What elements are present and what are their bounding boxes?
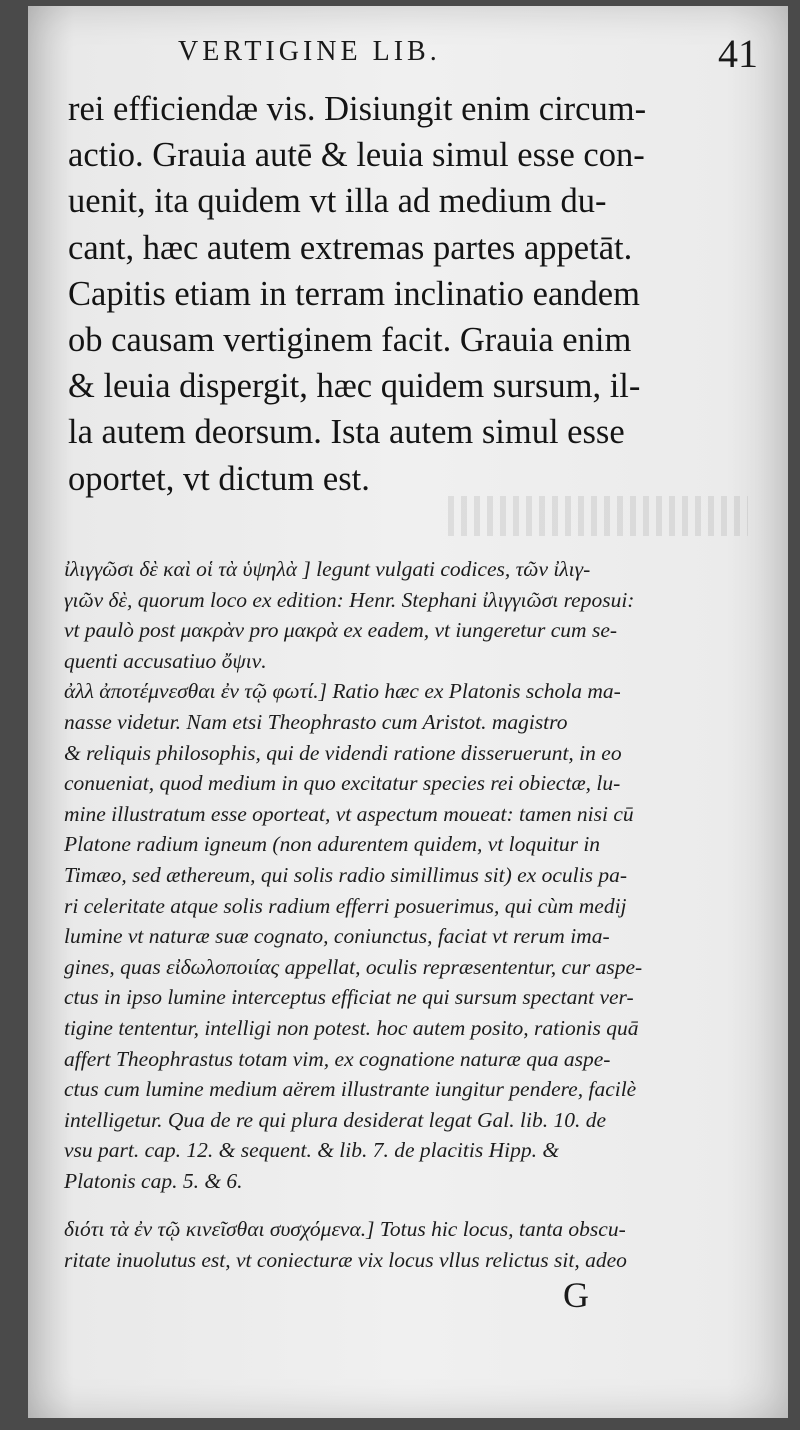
running-head: VERTIGINE LIB. (178, 36, 441, 67)
commentary-line: διότι τὰ ἐν τῷ κινεῖσθαι συσχόμενα.] Totus hic locus, tanta obscu- (64, 1217, 626, 1242)
commentary-line: intelligetur. Qua de re qui plura desiderat legat Gal. lib. 10. de (64, 1107, 607, 1132)
commentary-line: ἰλιγγῶσι δὲ καὶ οἱ τὰ ὑψηλὰ ] legunt vulgati codices, τῶν ἰλιγ- (64, 557, 591, 581)
commentary-line: ἀλλ ἀποτέμνεσθαι ἐν τῷ φωτί.] Ratio hæc ex Platonis schola ma- (64, 679, 621, 704)
book-page (28, 6, 788, 1418)
commentary-line: vsu part. cap. 12. & sequent. & lib. 7. de placitis Hipp. & (64, 1138, 560, 1163)
commentary-line: tigine tententur, intelligi non potest. hoc autem posito, rationis quā (64, 1015, 639, 1040)
main-text-line: & leuia dispergit, hæc quidem sursum, il- (68, 367, 641, 406)
paragraph-gap (64, 1196, 744, 1214)
commentary-line: ctus cum lumine medium aërem illustrante iungitur pendere, facilè (64, 1077, 637, 1102)
commentary-line: conueniat, quod medium in quo excitatur species rei obiectæ, lu- (64, 771, 621, 796)
commentary-line: mine illustratum esse oporteat, vt aspectum moueat: tamen nisi cū (64, 801, 634, 826)
main-text-line: actio. Grauia autē & leuia simul esse con- (68, 136, 645, 175)
commentary-line: lumine vt naturæ suæ cognato, coniunctus, faciat vt rerum ima- (64, 924, 610, 949)
commentary-line: vt paulò post μακρὰν pro μακρὰ ex eadem, vt iungeretur cum se- (64, 618, 618, 643)
main-text-line: ob causam vertiginem facit. Grauia enim (68, 321, 632, 360)
commentary-line: gines, quas εἰδωλοποιίας appellat, oculis repræsententur, cur aspe- (64, 954, 643, 979)
page-number: 41 (718, 31, 758, 76)
main-text-line: la autem deorsum. Ista autem simul esse (68, 413, 625, 452)
commentary-line: quenti accusatiuo ὄψιν. (64, 648, 267, 673)
commentary-line: affert Theophrastus totam vim, ex cognatione naturæ qua aspe- (64, 1046, 611, 1071)
main-text-line: Capitis etiam in terram inclinatio eandem (68, 274, 640, 313)
commentary-line: ritate inuolutus est, vt coniecturæ vix locus vllus relictus sit, adeo (64, 1248, 627, 1273)
main-text-line: uenit, ita quidem vt illa ad medium du- (68, 182, 607, 221)
commentary-line: Platone radium igneum (non adurentem quidem, vt loquitur in (64, 832, 601, 857)
main-text-block (68, 86, 728, 502)
commentary-block (64, 554, 744, 1276)
commentary-line: ri celeritate atque solis radium efferri posuerimus, qui cùm medij (64, 893, 627, 918)
commentary-line: Platonis cap. 5. & 6. (64, 1168, 243, 1193)
commentary-line: γιῶν δὲ, quorum loco ex edition: Henr. Stephani ἰλιγγιῶσι reposui: (64, 587, 635, 612)
commentary-line: & reliquis philosophis, qui de videndi ratione disseruerunt, in eo (64, 740, 622, 765)
main-text-line: rei efficiendæ vis. Disiungit enim circum- (68, 90, 647, 128)
commentary-line: nasse videtur. Nam etsi Theophrasto cum Aristot. magistro (64, 709, 568, 734)
page-header (178, 31, 778, 80)
commentary-line: Timæo, sed æthereum, qui solis radio simillimus sit) ex oculis pa- (64, 862, 627, 887)
show-through-text (448, 496, 748, 536)
main-text-line: oportet, vt dictum est. (68, 459, 370, 498)
main-text-line: cant, hæc autem extremas partes appetāt. (68, 228, 633, 267)
commentary-line: ctus in ipso lumine interceptus efficiat ne qui sursum spectant ver- (64, 985, 634, 1010)
signature-mark: G (563, 1275, 589, 1315)
